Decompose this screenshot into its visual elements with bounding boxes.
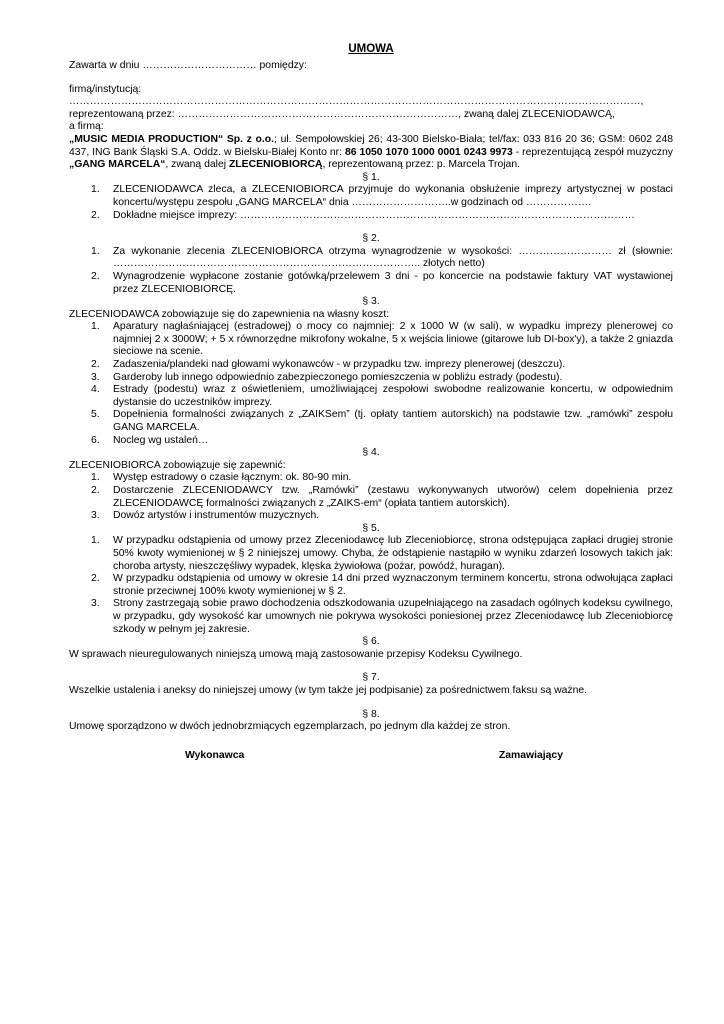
section-1-heading: § 1. bbox=[362, 171, 380, 183]
section-4-heading: § 4. bbox=[362, 447, 380, 459]
list-item: 1. Występ estradowy o czasie łącznym: ok. 80-90 min. bbox=[91, 472, 352, 484]
section-4-lead: ZLECENIOBIORCA zobowiązuje się zapewnić: bbox=[69, 459, 286, 471]
section-5-heading: § 5. bbox=[362, 522, 380, 534]
signature-row bbox=[69, 750, 673, 763]
list-item: 4. Estrady (podestu) wraz z oświetleniem, umożliwiającej zespołowi swobodne realizowanie koncertu, w odpowiednim dystansie do uczestników imprezy. bbox=[91, 384, 673, 408]
list-item: 3. Strony zastrzegają sobie prawo dochodzenia odszkodowania uzupełniającego na zasadach ogólnych kodeksu cywilnego, w przypadku, gdy wysokość kar umownych nie pokrywa wysokości poniesionej przez Zleceniodawcę lub Zleceniobiorcę szkody w pełnym jej zakresie. bbox=[91, 598, 673, 635]
section-8-text: Umowę sporządzono w dwóch jednobrzmiących egzemplarzach, po jednym dla każdej ze stron. bbox=[69, 721, 511, 733]
list-item: 5. Dopełnienia formalności związanych z „ZAIKSem” (tj. opłaty tantiem autorskich) na podstawie tzw. „ramówki” zespołu GANG MARCELA. bbox=[91, 409, 673, 434]
list-item: 6. Nocleg wg ustaleń… bbox=[91, 434, 209, 446]
company-paragraph: „MUSIC MEDIA PRODUCTION“ Sp. z o.o.; ul. Sempołowskiej 26; 43-300 Bielsko-Biała; tel/fax: 033 816 20 36; GSM: 0602 248 437, ING Bank Śląski S.A. Oddz. w Bielsku-Białej Konto nr: 86 1050 1070 1000 0001 0243 9973 - reprezentującą zespół muzyczny „GANG MARCELA“, zwaną dalej ZLECENIOBIORCĄ, reprezentowaną przez: p. Marcela Trojan. bbox=[69, 133, 674, 171]
firm-label: firmą/instytucją: bbox=[69, 83, 142, 95]
section-4-list bbox=[69, 472, 673, 522]
list-item: 1. W przypadku odstąpienia od umowy przez Zleceniodawcę lub Zleceniobiorcę, strona odstępująca zapłaci drugiej stronie 50% kwoty wymienionej w § 2 niniejszej umowy. Chyba, że odstąpienie nastąpiło w wyniku zdarzeń losowych takich jak: choroba artysty, nieszczęśliwy wypadek, klęska żywiołowa (pożar, powódź, huragan). bbox=[91, 535, 673, 572]
section-7-heading: § 7. bbox=[362, 672, 380, 684]
list-item: 2. Zadaszenia/plandeki nad głowami wykonawców - w przypadku tzw. imprezy plenerowej (deszczu). bbox=[91, 359, 566, 371]
list-item: 2. Dostarczenie ZLECENIODAWCY tzw. „Ramówki” (zestawu wykonywanych utworów) celem dopełnienia przez ZLECENIODAWCĘ formalności związanych z „ZAIKS-em“ (opłata tantiem autorskich). bbox=[91, 485, 673, 509]
represented-line: reprezentowaną przez: ………………………………………………………………………, zwaną dalej ZLECENIODAWCĄ, bbox=[69, 108, 615, 120]
list-item: 2. W przypadku odstąpienia od umowy w okresie 14 dni przed wyznaczonym terminem koncertu, strona odwołująca zapłaci stronie przeciwnej 100% kwoty wymienionej w § 2. bbox=[91, 573, 673, 597]
contractor-term: ZLECENIOBIORCĄ bbox=[228, 159, 323, 171]
section-3-heading: § 3. bbox=[362, 296, 380, 308]
and-firm-label: a firmą: bbox=[69, 121, 104, 133]
document-title: UMOWA bbox=[348, 43, 394, 55]
bank-account: 86 1050 1070 1000 0001 0243 9973 bbox=[344, 146, 513, 158]
contract-body bbox=[69, 42, 673, 762]
section-6-text: W sprawach nieuregulowanych niniejszą umową mają zastosowanie przepisy Kodeksu Cywilnego. bbox=[69, 648, 523, 660]
band-name: „GANG MARCELA“ bbox=[69, 159, 166, 171]
section-7-text: Wszelkie ustalenia i aneksy do niniejszej umowy (w tym także jej podpisanie) za pośrednictwem faksu są ważne. bbox=[69, 684, 588, 696]
dotted-line: …………………………………………………………………………………………………………………………………………………, bbox=[69, 96, 644, 108]
section-2-list bbox=[69, 246, 673, 296]
intro-line: Zawarta w dniu …………………………… pomiędzy: bbox=[69, 60, 307, 71]
list-item: 3. Garderoby lub innego odpowiednio zabezpieczonego pomieszczenia w pobliżu estrady (podestu). bbox=[91, 371, 563, 383]
section-2-heading: § 2. bbox=[362, 233, 380, 245]
signature-contractor: Wykonawca bbox=[185, 749, 245, 761]
list-item: 3. Dowóz artystów i instrumentów muzycznych. bbox=[91, 510, 320, 522]
list-item: 1. ZLECENIODAWCA zleca, a ZLECENIOBIORCA przyjmuje do wykonania obsłużenie imprezy artystycznej w postaci koncertu/występu zespołu „GANG MARCELA“ dnia ………………………..w godzinach od ………………. bbox=[91, 184, 673, 208]
section-5-list bbox=[69, 535, 673, 636]
list-item: 1. Za wykonanie zlecenia ZLECENIOBIORCA otrzyma wynagrodzenie w wysokości: ……………………… zł (słownie: …………………………………………………………………………….. złotych netto) bbox=[91, 245, 673, 270]
list-item: 2. Dokładne miejsce imprezy: …………………………………………………………………………………………………… bbox=[91, 209, 635, 221]
list-item: 2. Wynagrodzenie wypłacone zostanie gotówką/przelewem 3 dni - po koncercie na podstawie faktury VAT wystawionej przez ZLECENIOBIORCĘ. bbox=[91, 270, 673, 295]
section-8-heading: § 8. bbox=[362, 708, 380, 720]
section-3-lead: ZLECENIODAWCA zobowiązuje się do zapewnienia na własny koszt: bbox=[69, 308, 390, 320]
signature-client: Zamawiający bbox=[498, 749, 563, 761]
company-name: „MUSIC MEDIA PRODUCTION“ Sp. z o.o. bbox=[69, 133, 275, 145]
list-item: 1. Aparatury nagłaśniającej (estradowej) o mocy co najmniej: 2 x 1000 W (w sali), w wypadku imprezy plenerowej co najmniej 2 x 3000W; + 5 x równorzędne mikrofony wokalne, 5 x wejścia liniowe (gitarowe lub DI-box'y), a także 2 gniazda sieciowe na scenie. bbox=[91, 321, 673, 358]
section-1-list bbox=[69, 184, 673, 222]
section-3-list bbox=[69, 321, 673, 447]
section-6-heading: § 6. bbox=[362, 636, 380, 648]
